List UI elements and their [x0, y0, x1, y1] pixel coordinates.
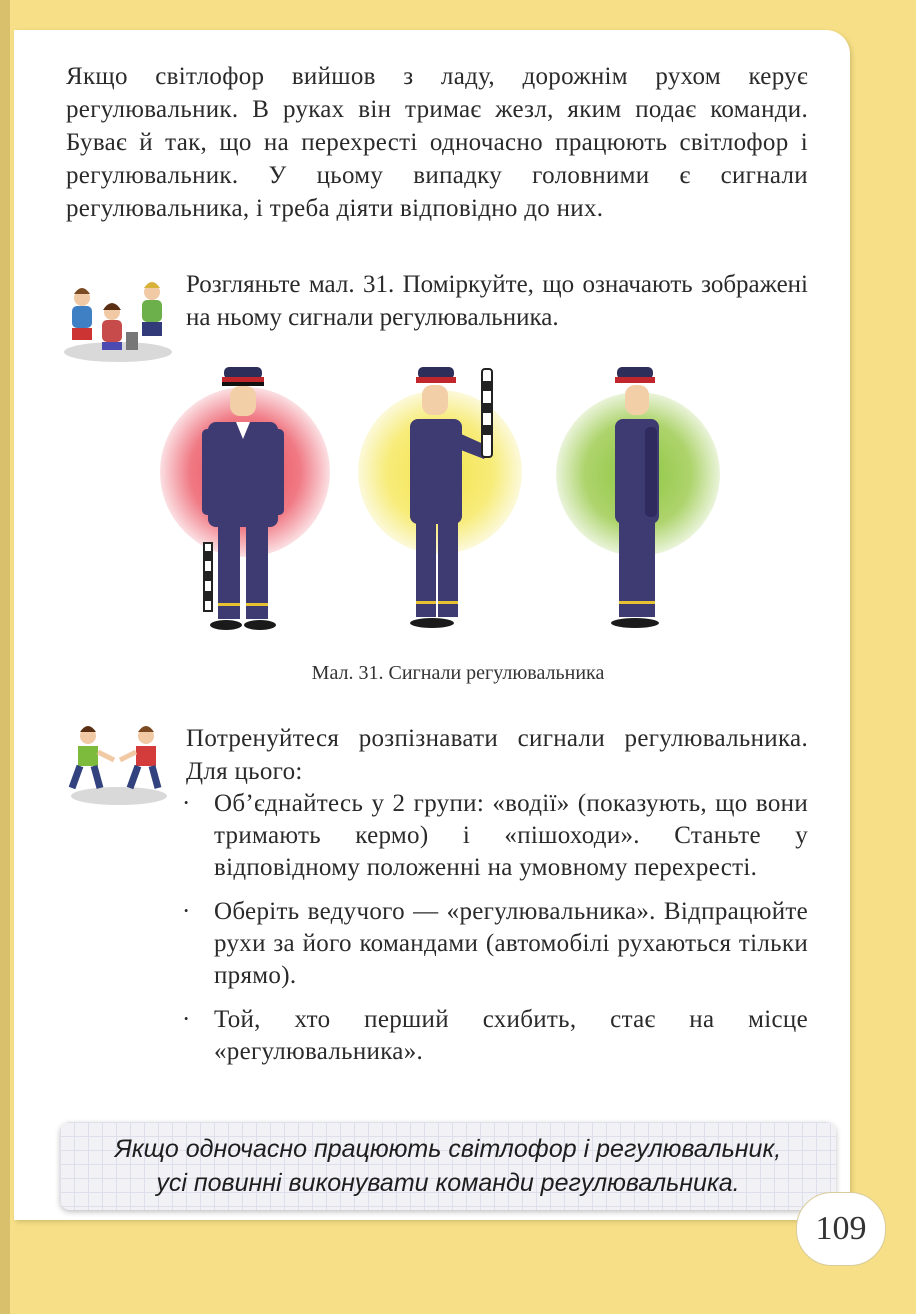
bullet-dot: · [182, 1006, 191, 1033]
children-playing-icon [64, 722, 174, 806]
signal-green [556, 367, 720, 628]
discussion-group-icon [60, 272, 176, 364]
traffic-controller-figure [150, 362, 750, 642]
bullet-text: Оберіть ведучого — «регулювальника». Відпрацюйте рухи за його командами (автомобілі рухаються тільки прямо). [214, 898, 808, 989]
bullet-text: Об’єднайтесь у 2 групи: «водії» (показують, що вони тримають кермо) і «пішоходи». Станьте у відповідному положенні на умовному перехресті. [214, 790, 808, 881]
list-item [178, 788, 808, 884]
rule-box [60, 1122, 836, 1210]
signal-yellow [358, 367, 522, 628]
bullet-dot: · [182, 790, 191, 817]
bullet-text: Той, хто перший схибить, стає на місце «регулювальника». [214, 1006, 808, 1065]
task2-bullet-list [178, 788, 808, 1080]
signal-red [160, 367, 330, 630]
task1-text: Розгляньте мал. 31. Поміркуйте, що означають зображені на ньому сигнали регулювальника. [186, 271, 808, 331]
list-item [178, 896, 808, 992]
page-number: 109 [796, 1192, 886, 1266]
rule-line-1: Якщо одночасно працюють світлофор і регулювальник, [114, 1135, 782, 1163]
bullet-dot: · [182, 898, 191, 925]
intro-paragraph: Якщо світлофор вийшов з ладу, дорожнім рухом керує регулювальник. В руках він тримає жезл, яким подає команди. Буває й так, що на перехресті одночасно працюють світлофор і регулювальник. У цьому випадку головними є сигнали регулювальника, і треба діяти відповідно до них. [66, 63, 808, 222]
book-spine-edge [0, 0, 10, 1314]
rule-line-2: усі повинні виконувати команди регулювальника. [156, 1169, 740, 1197]
rule-text [60, 1132, 836, 1200]
task2-intro: Потренуйтеся розпізнавати сигнали регулювальника. Для цього: [186, 725, 808, 785]
figure-caption: Мал. 31. Сигнали регулювальника [311, 662, 605, 684]
list-item [178, 1004, 808, 1068]
